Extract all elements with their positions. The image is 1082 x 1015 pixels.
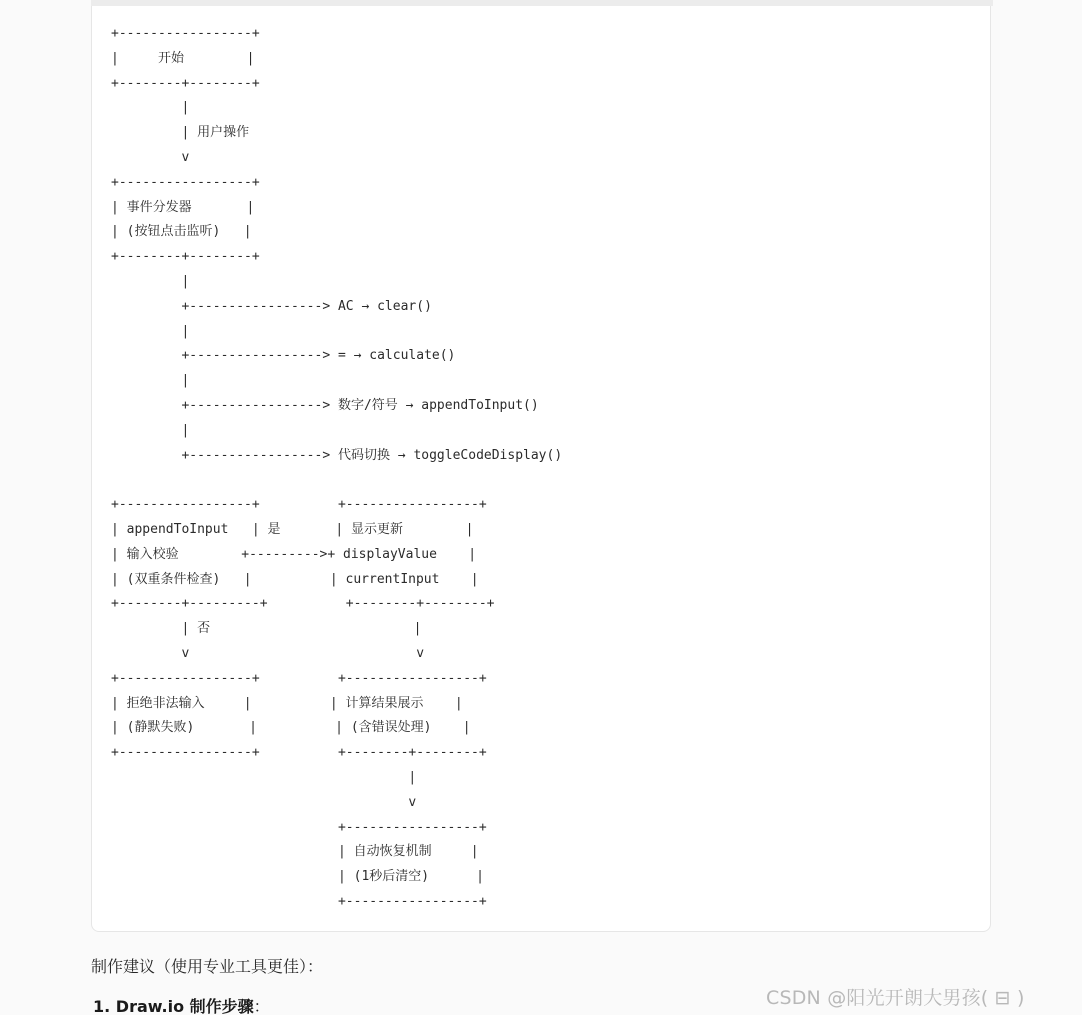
list-item-number: 1.: [93, 997, 111, 1015]
code-line: +-----------------+: [111, 893, 487, 909]
code-block-card: [91, 6, 991, 932]
list-item-label: Draw.io 制作步骤: [115, 997, 254, 1015]
code-line: | appendToInput | 是 | 显示更新 |: [111, 521, 474, 537]
code-line: |: [111, 373, 190, 389]
paragraph-suggestion: 制作建议（使用专业工具更佳）：: [91, 957, 324, 976]
code-line: |: [111, 769, 417, 785]
code-line: v: [111, 794, 417, 810]
list-item-drawio: [93, 996, 270, 1015]
code-line: v v: [111, 645, 425, 661]
code-line: | 事件分发器 |: [111, 199, 255, 215]
code-line: +--------+--------+: [111, 249, 260, 265]
code-line: |: [111, 273, 190, 289]
list-item-suffix: ：: [253, 997, 270, 1015]
code-line: +-----------------> 数字/符号 → appendToInput(): [111, 397, 539, 413]
code-line: +-----------------+: [111, 174, 260, 190]
code-line: | 开始 |: [111, 50, 255, 66]
code-line: +-----------------+: [111, 819, 487, 835]
code-line: | 输入校验 +--------->+ displayValue |: [111, 546, 477, 562]
code-line: +--------+---------+ +--------+--------+: [111, 596, 495, 612]
code-line: +-----------------+ +-----------------+: [111, 670, 487, 686]
code-line: | (静默失败) | | (含错误处理) |: [111, 720, 471, 736]
code-line: | (双重条件检查) | | currentInput |: [111, 571, 479, 587]
code-line: |: [111, 323, 190, 339]
code-line: +-----------------> 代码切换 → toggleCodeDisplay(): [111, 447, 563, 463]
code-line: v: [111, 149, 190, 165]
csdn-watermark: CSDN @阳光开朗大男孩( ⊟ ): [766, 987, 1025, 1009]
code-line: | 否 |: [111, 621, 422, 637]
flowchart-code-block: [111, 22, 562, 915]
code-line: | (1秒后清空) |: [111, 869, 484, 885]
code-line: |: [111, 422, 190, 438]
code-line: | (按钮点击监听) |: [111, 224, 252, 240]
code-line: |: [111, 100, 190, 116]
code-line: +-----------------+: [111, 26, 260, 41]
code-line: +-----------------> AC → clear(): [111, 298, 432, 314]
code-line: [111, 468, 562, 493]
code-line: | 自动恢复机制 |: [111, 844, 479, 860]
code-line: | 拒绝非法输入 | | 计算结果展示 |: [111, 695, 463, 711]
code-line: +-----------------+ +-----------------+: [111, 497, 487, 513]
code-line: +-----------------+ +--------+--------+: [111, 745, 487, 761]
code-line: +--------+--------+: [111, 75, 260, 91]
code-line: | 用户操作: [111, 125, 250, 141]
code-line: +-----------------> = → calculate(): [111, 348, 456, 364]
